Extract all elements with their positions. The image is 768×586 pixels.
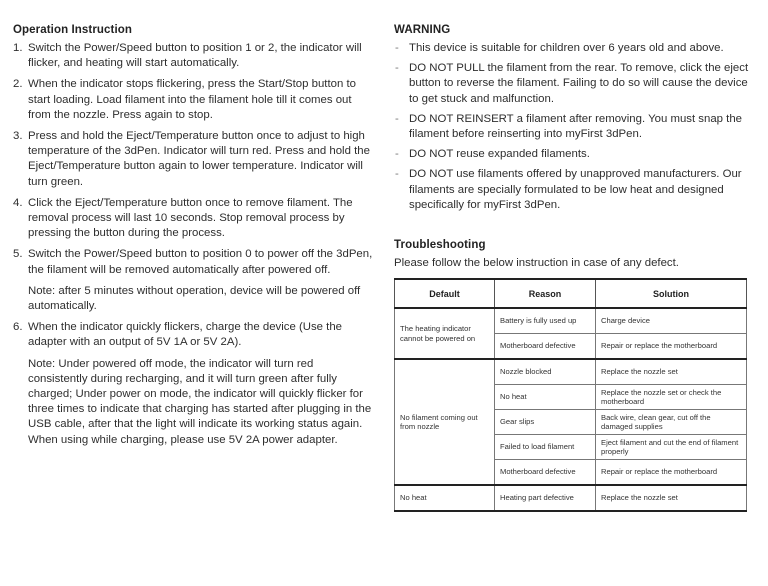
reason-cell: Heating part defective [495,485,596,511]
header-reason: Reason [495,279,596,308]
solution-cell: Repair or replace the motherboard [596,460,747,486]
troubleshooting-title: Troubleshooting [394,239,486,252]
reason-cell: Motherboard defective [495,334,596,360]
warning-text: This device is suitable for children over 6 years old and above. [409,42,724,54]
default-cell: No filament coming out from nozzle [395,359,495,485]
step-text: Switch the Power/Speed button to position 0 to power off the 3dPen, the filament will be removed automatically after powered off. [28,248,373,276]
operation-instruction-title: Operation Instruction [13,24,133,36]
default-cell: The heating indicator cannot be powered on [395,308,495,359]
header-solution: Solution [596,279,747,308]
reason-cell: Motherboard defective [495,460,596,486]
step-number: 4. [13,196,23,209]
step-item [13,129,373,190]
step-item [13,196,373,242]
solution-cell: Replace the nozzle set [596,485,747,511]
step-text: When the indicator quickly flickers, charge the device (Use the adapter with an output of 5V 1A or 5V 2A). [28,321,343,349]
table-row [395,308,747,334]
step-item [13,320,373,448]
warning-item [394,167,754,213]
reason-cell: Failed to load filament [495,435,596,460]
operation-instruction-section [13,24,373,454]
step-item [13,77,373,123]
warning-item [394,112,754,142]
dash-bullet-icon: - [395,168,399,181]
troubleshooting-table [394,278,747,512]
warning-text: DO NOT PULL the filament from the rear. To remove, click the eject button to reverse the filament. Failing to do so will cause the device to get stuck and malfunction. [409,62,749,105]
reason-cell: Nozzle blocked [495,359,596,385]
step-text: Switch the Power/Speed button to position 1 or 2, the indicator will flicker, and heating will start automatically. [28,42,362,70]
solution-cell: Eject filament and cut the end of filament properly [596,435,747,460]
step-item [13,247,373,314]
step-text: Press and hold the Eject/Temperature button once to adjust to high temperature of the 3dPen. Indicator will turn red. Press and hold the Eject/Temperature button again to lower temperature. Indicator will turn green. [28,130,370,188]
step-number: 3. [13,130,23,143]
dash-bullet-icon: - [395,112,399,125]
step-note: Note: Under powered off mode, the indicator will turn red consistently during recharging, and it will turn green after fully charged; Under power on mode, the indicator will quickly flicker for three times to indicate that charging has started after plugging in the USB cable, after that the light will indicate its working status again. When using while charging, please use 5V 2A power adapter. [28,357,372,446]
warning-title: WARNING [394,24,451,36]
solution-cell: Charge device [596,308,747,334]
dash-bullet-icon: - [395,148,399,161]
step-number: 2. [13,78,23,91]
step-note: Note: after 5 minutes without operation, device will be powered off automatically. [28,284,361,313]
table-header-row [395,279,747,308]
step-item [13,41,373,71]
table-row [395,485,747,511]
default-cell: No heat [395,485,495,511]
solution-cell: Repair or replace the motherboard [596,334,747,360]
step-number: 1. [13,42,23,54]
solution-cell: Replace the nozzle set [596,359,747,385]
solution-cell: Replace the nozzle set or check the motherboard [596,385,747,410]
reason-cell: Battery is fully used up [495,308,596,334]
warning-text: DO NOT reuse expanded filaments. [409,148,590,161]
troubleshooting-intro: Please follow the below instruction in case of any defect. [394,257,679,270]
step-text: When the indicator stops flickering, press the Start/Stop button to start loading. Load filament into the filament hole till it comes out from the nozzle. Press again to stop. [28,78,356,121]
warning-item [394,61,754,107]
operation-steps-list [13,41,373,448]
reason-cell: No heat [495,385,596,410]
header-default: Default [395,279,495,308]
dash-bullet-icon: - [395,62,399,75]
warning-item [394,147,754,162]
reason-cell: Gear slips [495,410,596,435]
right-column [394,24,754,512]
warning-text: DO NOT use filaments offered by unapproved manufacturers. Our filaments are specially formulated to be low heat and designed specifically for myFirst 3dPen. [409,168,742,211]
dash-bullet-icon: - [395,42,399,54]
warning-item [394,41,754,56]
warning-text: DO NOT REINSERT a filament after removing. You must snap the filament before reinserting into myFirst 3dPen. [409,112,743,141]
step-number: 5. [13,248,23,261]
solution-cell: Back wire, clean gear, cut off the damaged supplies [596,410,747,435]
step-number: 6. [13,321,23,334]
step-text: Click the Eject/Temperature button once to remove filament. The removal process will last 10 seconds. Stop removal process by pressing the button during the process. [28,196,353,240]
table-row [395,359,747,385]
warning-list [394,41,754,213]
